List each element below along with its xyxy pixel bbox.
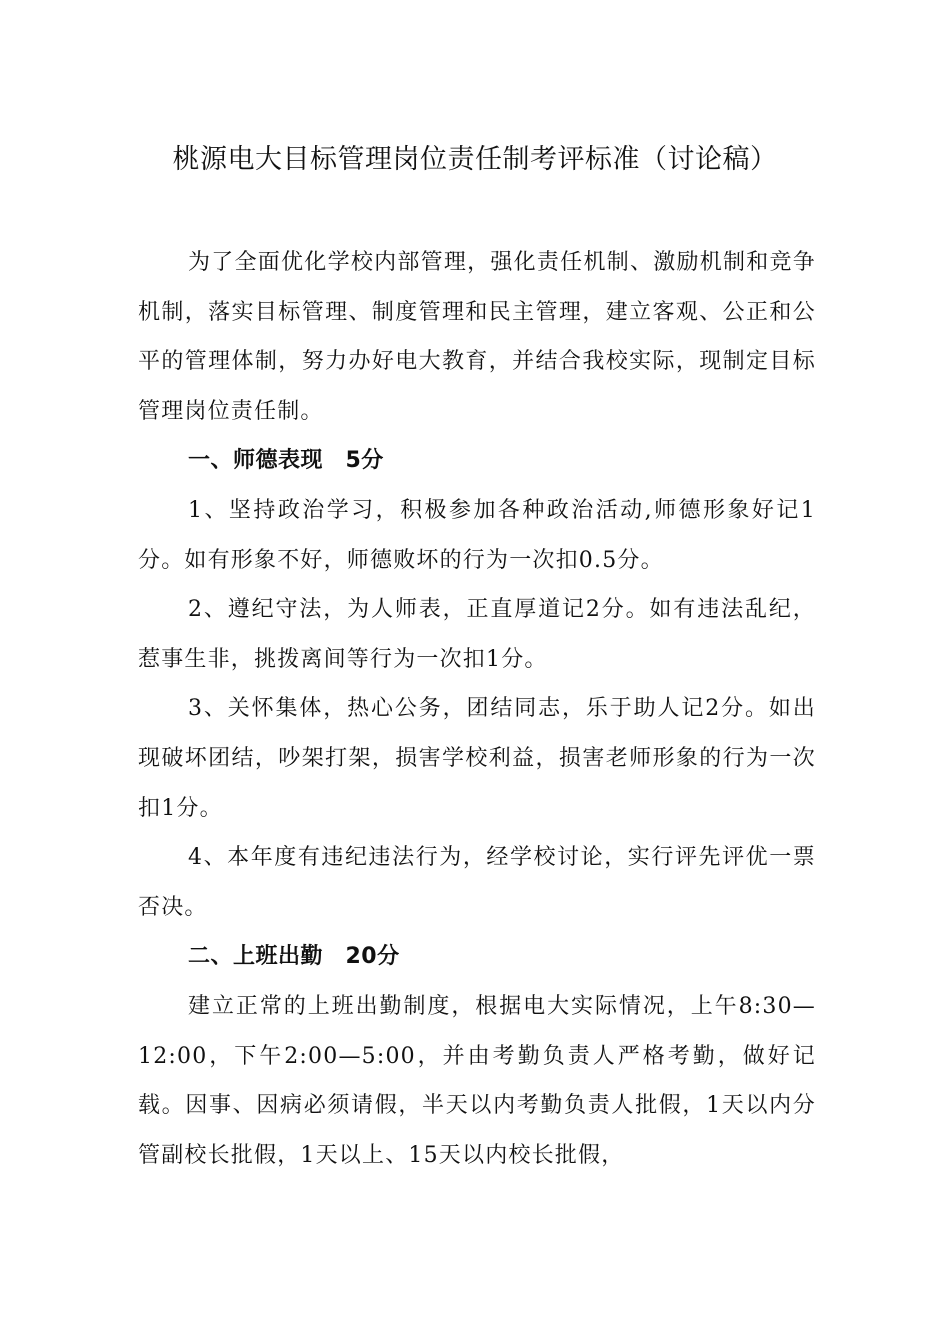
ethics-item-1: 1、坚持政治学习，积极参加各种政治活动,师德形象好记1分。如有形象不好，师德败坏的行为一次扣0.5分。 (138, 497, 816, 573)
section-heading-ethics: 一、师德表现 5分 (188, 448, 384, 474)
document-title: 桃源电大目标管理岗位责任制考评标准（讨论稿） (172, 144, 778, 175)
ethics-item-3: 3、关怀集体，热心公务，团结同志，乐于助人记2分。如出现破坏团结，吵架打架，损害学校利益，损害老师形象的行为一次扣1分。 (138, 696, 816, 821)
intro-paragraph: 为了全面优化学校内部管理，强化责任机制、激励机制和竞争机制，落实目标管理、制度管理和民主管理，建立客观、公正和公平的管理体制，努力办好电大教育，并结合我校实际，现制定目标管理岗位责任制。 (138, 250, 816, 424)
attendance-paragraph: 建立正常的上班出勤制度，根据电大实际情况，上午8:30—12:00，下午2:00—5:00，并由考勤负责人严格考勤，做好记载。因事、因病必须请假，半天以内考勤负责人批假，1天以内分管副校长批假，1天以上、15天以内校长批假， (138, 993, 816, 1168)
document-body (138, 238, 816, 1180)
ethics-item-4: 4、本年度有违纪违法行为，经学校讨论，实行评先评优一票否决。 (138, 845, 816, 920)
ethics-item-2: 2、遵纪守法，为人师表，正直厚道记2分。如有违法乱纪，惹事生非，挑拨离间等行为一次扣1分。 (138, 597, 816, 672)
section-heading-attendance: 二、上班出勤 20分 (188, 944, 400, 970)
